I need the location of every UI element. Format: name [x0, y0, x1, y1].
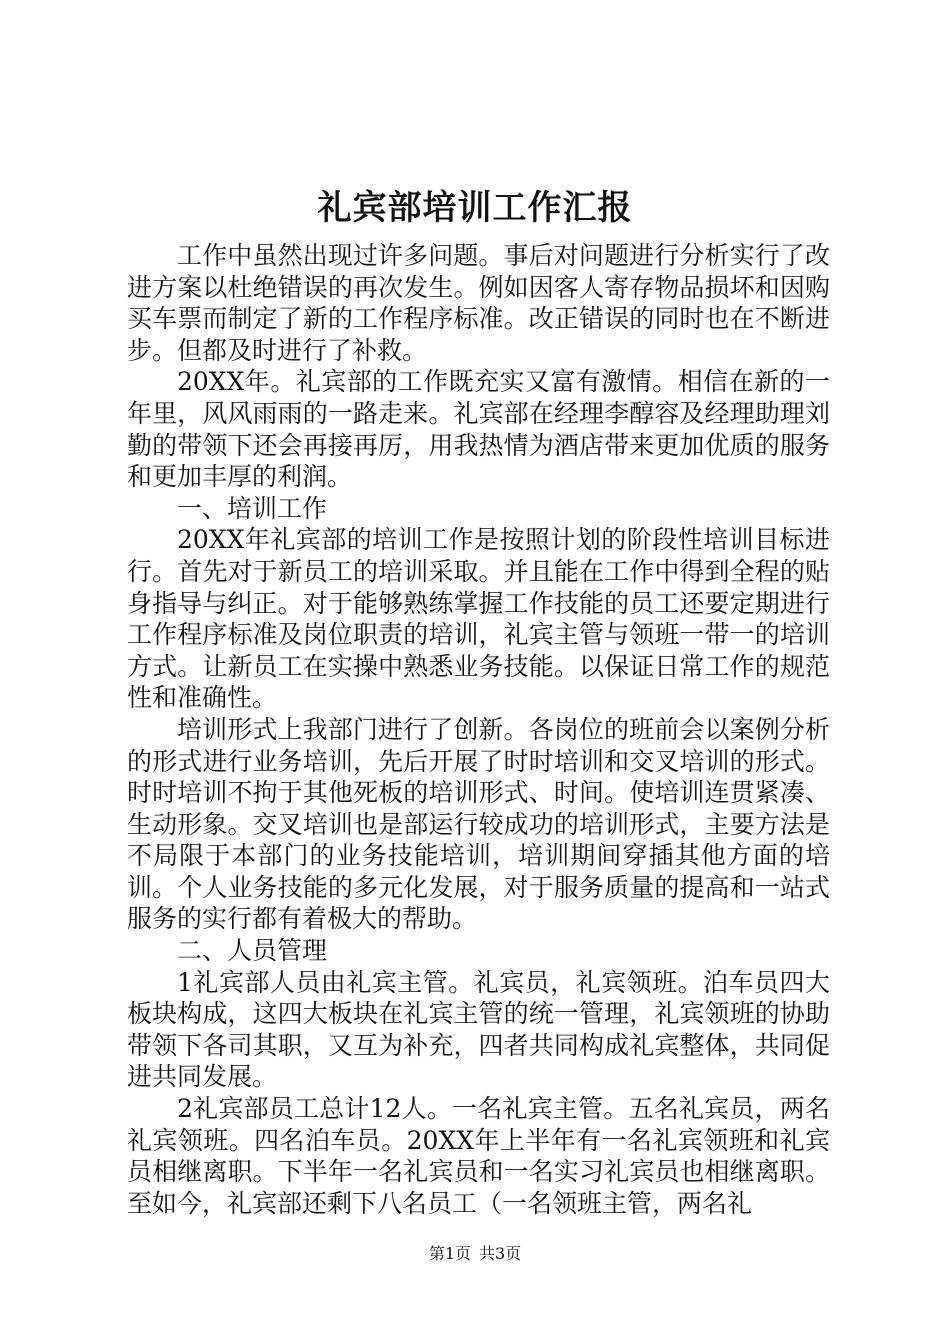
document-title: 礼宾部培训工作汇报: [317, 188, 633, 228]
page-total: 共3页: [479, 1244, 522, 1263]
paragraph: 培训形式上我部门进行了创新。各岗位的班前会以案例分析的形式进行业务培训，先后开展了时时培训和交叉培训的形式。时时培训不拘于其他死板的培训形式、时间。使培训连贯紧凑、生动形象。交叉培训也是部运行较成功的培训形式，主要方法是不局限于本部门的业务技能培训，培训期间穿插其他方面的培训。个人业务技能的多元化发展，对于服务质量的提高和一站式服务的实行都有着极大的帮助。: [127, 714, 830, 934]
document-body: [127, 240, 830, 1219]
paragraph: 2礼宾部员工总计12人。一名礼宾主管。五名礼宾员，两名礼宾领班。四名泊车员。20XX年上半年有一名礼宾领班和礼宾员相继离职。下半年一名礼宾员和一名实习礼宾员也相继离职。至如今，礼宾部还剩下八名员工（一名领班主管，两名礼: [127, 1094, 830, 1218]
paragraph: 20XX年。礼宾部的工作既充实又富有激情。相信在新的一年里，风风雨雨的一路走来。礼宾部在经理李醇容及经理助理刘勤的带领下还会再接再厉，用我热情为酒店带来更加优质的服务和更加丰厚的利润。: [127, 367, 830, 492]
page-footer: [0, 1242, 950, 1266]
paragraph: 20XX年礼宾部的培训工作是按照计划的阶段性培训目标进行。首先对于新员工的培训采取。并且能在工作中得到全程的贴身指导与纠正。对于能够熟练掌握工作技能的员工还要定期进行工作程序标准及岗位职责的培训，礼宾主管与领班一带一的培训方式。让新员工在实操中熟悉业务技能。以保证日常工作的规范性和准确性。: [127, 525, 830, 713]
page-number: 第1页: [428, 1244, 471, 1263]
section-heading: 二、人员管理: [177, 936, 328, 966]
paragraph: 工作中虽然出现过许多问题。事后对问题进行分析实行了改进方案以杜绝错误的再次发生。例如因客人寄存物品损坏和因购买车票而制定了新的工作程序标准。改正错误的同时也在不断进步。但都及时进行了补救。: [127, 241, 830, 365]
section-heading: 一、培训工作: [177, 493, 328, 523]
paragraph: 1礼宾部人员由礼宾主管。礼宾员，礼宾领班。泊车员四大板块构成，这四大板块在礼宾主管的统一管理，礼宾领班的协助带领下各司其职，又互为补充，四者共同构成礼宾整体，共同促进共同发展。: [127, 967, 830, 1092]
